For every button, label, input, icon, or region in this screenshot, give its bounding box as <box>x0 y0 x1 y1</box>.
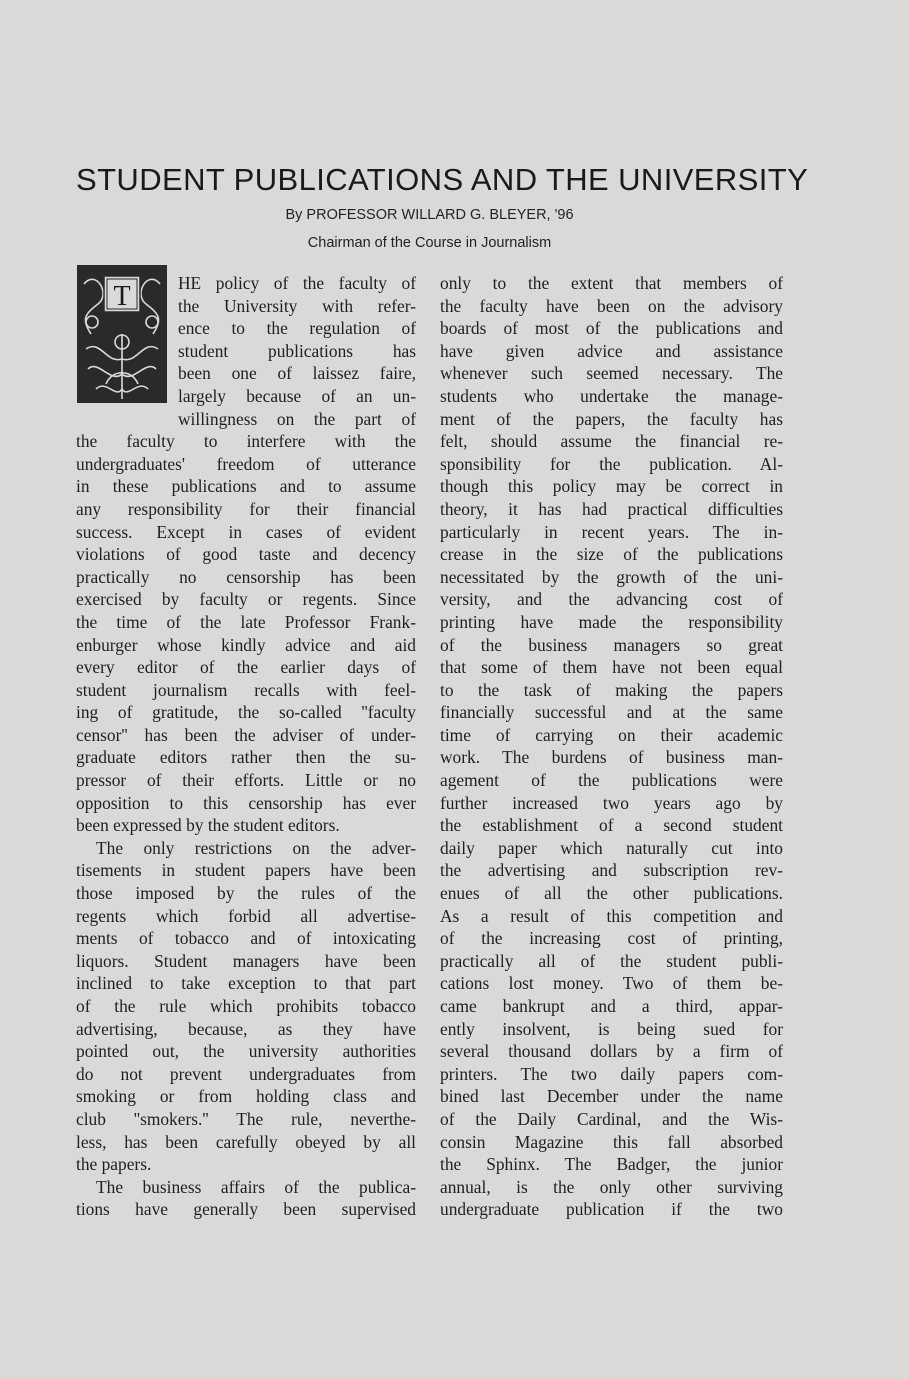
text-line: do not prevent undergraduates from <box>76 1063 416 1084</box>
text-line: regents which forbid all advertise- <box>76 905 416 926</box>
text-line: pointed out, the university authorities <box>76 1041 416 1062</box>
text-line: came bankrupt and a third, appar- <box>440 996 783 1016</box>
text-line: liquors. Student managers have been <box>76 950 416 971</box>
text-line: the faculty to interfere with the <box>76 431 416 452</box>
left-column <box>76 272 416 1221</box>
text-line: The business affairs of the publica- <box>96 1176 416 1197</box>
text-line: violations of good taste and decency <box>76 544 416 565</box>
text-line: consin Magazine this fall absorbed <box>440 1131 783 1152</box>
text-line: less, has been carefully obeyed by all <box>76 1131 416 1152</box>
text-line: the time of the late Professor Frank- <box>76 611 416 632</box>
page-title: STUDENT PUBLICATIONS AND THE UNIVERSITY <box>76 162 809 197</box>
text-line: practically no censorship has been <box>76 566 416 587</box>
text-line: ently insolvent, is being sued for <box>440 1018 783 1039</box>
text-line: the establishment of a second student <box>440 815 783 836</box>
text-line: the Sphinx. The Badger, the junior <box>440 1154 783 1175</box>
text-line: of the increasing cost of printing, <box>440 928 783 949</box>
text-line: largely because of an un- <box>178 385 416 406</box>
text-line: student journalism recalls with feel- <box>76 679 416 700</box>
text-line: crease in the size of the publications <box>440 544 783 565</box>
text-line: versity, and the advancing cost of <box>440 589 783 610</box>
text-line: practically all of the student publi- <box>440 950 783 971</box>
text-line: undergraduate publication if the two <box>440 1199 783 1220</box>
text-line: in these publications and to assume <box>76 476 416 497</box>
text-line: that some of them have not been equal <box>440 657 783 678</box>
text-line: inclined to take exception to that part <box>76 973 416 994</box>
text-line: HE policy of the faculty of <box>178 273 416 293</box>
text-line: enburger whose kindly advice and aid <box>76 634 416 655</box>
text-line: The only restrictions on the adver- <box>96 837 416 858</box>
text-line: the faculty have been on the advisory <box>440 295 783 316</box>
text-line: the University with refer- <box>178 295 416 316</box>
text-line: undergraduates' freedom of utterance <box>76 453 416 474</box>
text-line: printing have made the responsibility <box>440 611 783 632</box>
text-line: As a result of this competition and <box>440 905 783 926</box>
text-line: exercised by faculty or regents. Since <box>76 589 416 610</box>
text-line: advertising, because, as they have <box>76 1018 416 1039</box>
text-line: sponsibility for the publication. Al- <box>440 453 783 474</box>
text-line: only to the extent that members of <box>440 273 783 293</box>
text-line: to the task of making the papers <box>440 679 783 700</box>
text-line: annual, is the only other surviving <box>440 1176 783 1197</box>
text-line: been one of laissez faire, <box>178 363 416 384</box>
text-line: necessitated by the growth of the uni- <box>440 566 783 587</box>
text-line: though this policy may be correct in <box>440 476 783 497</box>
text-line: whenever such seemed necessary. The <box>440 363 783 384</box>
text-line: daily paper which naturally cut into <box>440 837 783 858</box>
text-line: have given advice and assistance <box>440 340 783 361</box>
text-line: club ''smokers.'' The rule, neverthe- <box>76 1108 416 1129</box>
text-line: of the rule which prohibits tobacco <box>76 996 416 1016</box>
text-line: tions have generally been supervised <box>76 1199 416 1220</box>
text-line: the papers. <box>76 1154 152 1175</box>
author-role: Chairman of the Course in Journalism <box>307 235 552 251</box>
text-line: student publications has <box>178 340 416 361</box>
text-line: boards of most of the publications and <box>440 318 783 339</box>
text-line: pressor of their efforts. Little or no <box>76 770 416 791</box>
text-line: graduate editors rather then the su- <box>76 747 416 768</box>
text-line: several thousand dollars by a firm of <box>440 1041 783 1062</box>
text-line: bined last December under the name <box>440 1086 783 1107</box>
text-line: of the business managers so great <box>440 634 783 655</box>
text-line: success. Except in cases of evident <box>76 521 416 542</box>
text-line: censor'' has been the adviser of under- <box>76 724 416 745</box>
text-line: ence to the regulation of <box>178 318 416 339</box>
text-line: any responsibility for their financial <box>76 498 416 519</box>
text-line: work. The burdens of business man- <box>440 747 783 768</box>
text-line: smoking or from holding class and <box>76 1086 416 1107</box>
text-line: financially successful and at the same <box>440 702 783 723</box>
text-line: willingness on the part of <box>178 408 416 429</box>
text-line: been expressed by the student editors. <box>76 815 340 836</box>
text-line: those imposed by the rules of the <box>76 883 416 904</box>
text-line: printers. The two daily papers com- <box>440 1063 783 1084</box>
author-byline: By PROFESSOR WILLARD G. BLEYER, '96 <box>285 207 574 223</box>
text-line: students who undertake the manage- <box>440 385 783 406</box>
text-line: of the Daily Cardinal, and the Wis- <box>440 1108 783 1129</box>
text-line: ments of tobacco and of intoxicating <box>76 928 416 949</box>
text-line: every editor of the earlier days of <box>76 657 416 678</box>
text-line: cations lost money. Two of them be- <box>440 973 783 994</box>
text-line: opposition to this censorship has ever <box>76 792 416 813</box>
right-column <box>440 272 783 1221</box>
text-line: time of carrying on their academic <box>440 724 783 745</box>
text-line: ing of gratitude, the so-called ''faculty <box>76 702 416 723</box>
text-line: agement of the publications were <box>440 770 783 791</box>
text-line: enues of all the other publications. <box>440 883 783 904</box>
text-line: felt, should assume the financial re- <box>440 431 783 452</box>
drop-cap-letter: T <box>113 281 131 312</box>
text-line: ment of the papers, the faculty has <box>440 408 783 429</box>
text-line: particularly in recent years. The in- <box>440 521 783 542</box>
text-line: theory, it has had practical difficulties <box>440 498 783 519</box>
text-line: further increased two years ago by <box>440 792 783 813</box>
text-line: tisements in student papers have been <box>76 860 416 881</box>
text-line: the advertising and subscription rev- <box>440 860 783 881</box>
